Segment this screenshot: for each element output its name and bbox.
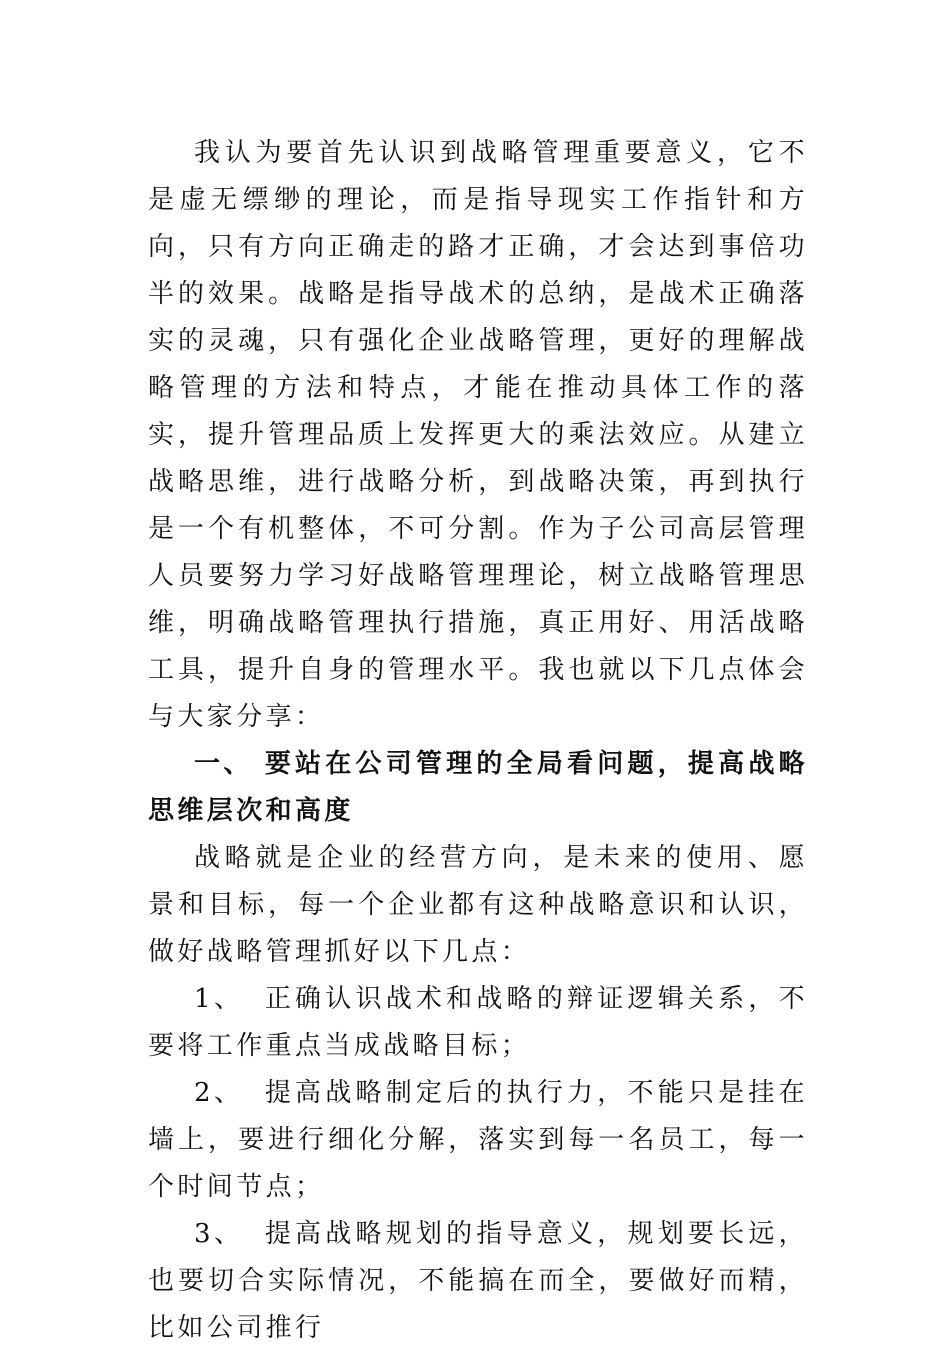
- list-item-text: 提高战略制定后的执行力，不能只是挂在墙上，要进行细化分解，落实到每一名员工，每一个时间节点；: [148, 1078, 808, 1202]
- list-item-text: 正确认识战术和战略的辩证逻辑关系，不要将工作重点当成战略目标；: [148, 984, 808, 1061]
- list-item-number: 3、: [194, 1219, 244, 1249]
- section-heading-text: 要站在公司管理的全局看问题，提高战略思维层次和高度: [148, 749, 808, 826]
- section-body-paragraph: 战略就是企业的经营方向，是未来的使用、愿景和目标，每一个企业都有这种战略意识和认识，做好战略管理抓好以下几点：: [148, 843, 808, 967]
- section-heading-number: 一、: [194, 749, 253, 779]
- list-item-1: [148, 976, 808, 1070]
- list-item-text: 提高战略规划的指导意义，规划要长远，也要切合实际情况，不能搞在而全，要做好而精，比如公司推行: [148, 1219, 808, 1343]
- list-item-number: 2、: [194, 1078, 244, 1108]
- document-body: [148, 130, 808, 1352]
- list-item-3: [148, 1211, 808, 1352]
- list-item-2: [148, 1070, 808, 1211]
- intro-paragraph: 我认为要首先认识到战略管理重要意义，它不是虚无缥缈的理论，而是指导现实工作指针和方向，只有方向正确走的路才正确，才会达到事倍功半的效果。战略是指导战术的总纳，是战术正确落实的灵魂，只有强化企业战略管理，更好的理解战略管理的方法和特点，才能在推动具体工作的落实，提升管理品质上发挥更大的乘法效应。从建立战略思维，进行战略分析，到战略决策，再到执行是一个有机整体，不可分割。作为子公司高层管理人员要努力学习好战略管理理论，树立战略管理思维，明确战略管理执行措施，真正用好、用活战略工具，提升自身的管理水平。我也就以下几点体会与大家分享：: [148, 138, 808, 732]
- section-heading-1: [148, 741, 808, 835]
- list-item-number: 1、: [194, 984, 244, 1014]
